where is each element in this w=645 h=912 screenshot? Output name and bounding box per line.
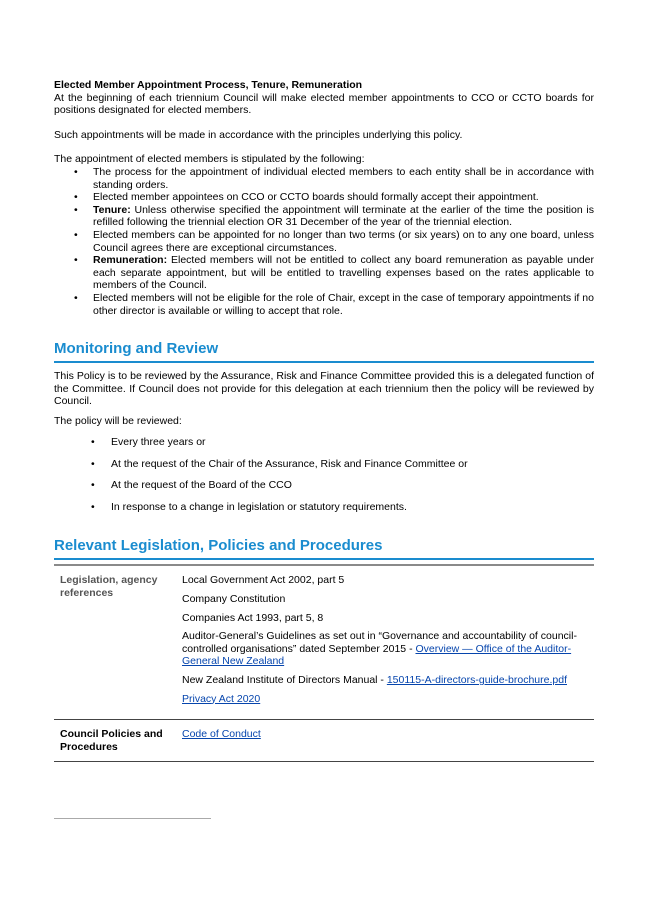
- list-item: • Every three years or: [54, 436, 594, 458]
- auditor-text: Auditor-General’s Guidelines as set out in “Governance and accountability of council-controlled organisations” dated September 2015 -: [182, 630, 577, 655]
- bullet-label-remuneration: Remuneration:: [93, 254, 168, 267]
- appointment-bullet-list: [54, 166, 594, 317]
- legislation-label-text: Legislation, agency: [60, 574, 158, 587]
- appointment-intro: At the beginning of each triennium Council will make elected member appointments to CCO or CCTO boards for positions designated for elected members.: [54, 91, 594, 117]
- appointment-stipulated: The appointment of elected members is stipulated by the following:: [54, 153, 365, 166]
- code-of-conduct-link[interactable]: Code of Conduct: [182, 728, 261, 741]
- bullet-text: The process for the appointment of individual elected members to each entity shall be in accordance with standing orders.: [93, 165, 594, 191]
- legislation-label-line: [60, 574, 182, 587]
- company-constitution: Company Constitution: [182, 593, 286, 606]
- legislation-table: [54, 564, 594, 762]
- bullet-text: Elected member appointees on CCO or CCTO boards should formally accept their appointment.: [93, 191, 539, 204]
- legislation-label: [54, 565, 182, 719]
- council-policies-label: [54, 720, 182, 762]
- list-item: • At the request of the Board of the CCO: [54, 479, 594, 501]
- privacy-act: [182, 693, 594, 706]
- list-item: [54, 229, 594, 254]
- table-row: [54, 720, 594, 762]
- list-item: [54, 292, 594, 317]
- monitoring-paragraph: This Policy is to be reviewed by the Assurance, Risk and Finance Committee provided this is a delegated function of the Committee. If Council does not provide for this delegation at each triennium then the policy will be reviewed by Council.: [54, 370, 594, 408]
- appointment-heading: Elected Member Appointment Process, Tenure, Remuneration: [54, 79, 363, 91]
- auditor-guidelines: [182, 630, 594, 668]
- document-page: [54, 79, 594, 762]
- legislation-values: [182, 565, 594, 719]
- legislation-label-text-2: references: [60, 587, 114, 600]
- directors-guide-link[interactable]: 150115-A-directors-guide-brochure.pdf: [386, 674, 567, 687]
- list-item: [54, 254, 594, 292]
- list-item: [54, 166, 594, 191]
- list-item: • In response to a change in legislation or statutory requirements.: [54, 501, 594, 523]
- list-item: [54, 204, 594, 229]
- iod-text: New Zealand Institute of Directors Manual -: [182, 674, 387, 687]
- auditor-general-link[interactable]: Overview — Office of the Auditor-General New Zealand: [182, 642, 572, 668]
- monitoring-title: Monitoring and Review: [54, 340, 594, 363]
- bullet-text: Elected members can be appointed for no longer than two terms (or six years) on to any one board, unless Council agrees there are exceptional circumstances.: [93, 228, 594, 254]
- companies-act: Companies Act 1993, part 5, 8: [182, 611, 324, 624]
- iod-manual: [182, 674, 594, 687]
- council-label-line1: Council Policies and: [60, 728, 163, 741]
- list-item: • At the request of the Chair of the Assurance, Risk and Finance Committee or: [54, 458, 594, 480]
- bullet-text: Elected members will not be entitled to collect any board remuneration as payable under each separate appointment, but will be entitled to travelling expenses based on the rates applicable to members of the Council.: [93, 254, 594, 292]
- legislation-title: Relevant Legislation, Policies and Procedures: [54, 537, 594, 560]
- council-label-line2: Procedures: [60, 740, 118, 753]
- bullet-text: Elected members will not be eligible for the role of Chair, except in the case of temporary appointments if no other director is available or willing to accept that role.: [93, 291, 594, 317]
- monitoring-reviewed: The policy will be reviewed:: [54, 414, 182, 427]
- bullet-label-tenure: Tenure:: [93, 203, 131, 216]
- review-list: [54, 436, 594, 522]
- appointment-principles: Such appointments will be made in accordance with the principles underlying this policy.: [54, 128, 463, 141]
- lg-act: Local Government Act 2002, part 5: [182, 574, 345, 587]
- bullet-text: Unless otherwise specified the appointment will terminate at the earlier of the time the position is refilled following the triennial election OR 31 December of the year of the triennial election.: [93, 203, 594, 229]
- list-item: [54, 191, 594, 204]
- privacy-act-link[interactable]: Privacy Act 2020: [182, 692, 261, 705]
- footnote-divider: [54, 818, 211, 819]
- council-policies-values: [182, 720, 594, 762]
- table-row: [54, 565, 594, 719]
